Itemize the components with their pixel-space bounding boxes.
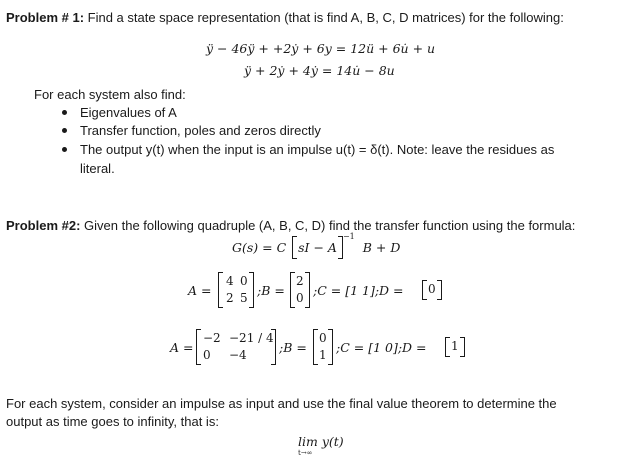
problem1-intro-line xyxy=(6,10,564,26)
matrix-cell: −2 xyxy=(203,331,221,345)
closing-line-1: For each system, consider an impulse as input and use the final value theorem to determine the xyxy=(6,396,557,411)
problem1-intro: Find a state space representation (that is find A, B, C, D matrices) for the following: xyxy=(84,10,564,25)
transfer-function-formula xyxy=(232,232,401,264)
matrix-cell: 1 xyxy=(319,348,327,362)
matrix-cell: 0 xyxy=(319,331,327,345)
system1-matrix-d xyxy=(422,280,442,300)
matrix-cell: 4 xyxy=(226,274,234,288)
problem1-equation-1: ÿ − 46ÿ + +2ẏ + 6y = 12ü + 6u̇ + u xyxy=(206,41,436,56)
system2-a-label: A = xyxy=(170,340,194,355)
formula-inner: sI − A xyxy=(298,240,337,256)
problem1-equation-2: ÿ + 2ẏ + 4ẏ = 14u̇ − 8u xyxy=(244,63,395,78)
problem2-intro-line xyxy=(6,218,575,234)
system1-matrix-a xyxy=(218,272,254,308)
bullet-item: Eigenvalues of A xyxy=(80,105,177,120)
bullet-item: The output y(t) when the input is an impulse u(t) = δ(t). Note: leave the residues as xyxy=(80,142,555,157)
problem1-also-find: For each system also find: xyxy=(34,87,186,102)
matrix-cell: 5 xyxy=(240,291,248,305)
system2-matrix-a xyxy=(196,329,276,365)
matrix-cell: −21 / 4 xyxy=(229,331,274,345)
matrix-cell: 0 xyxy=(296,291,304,305)
system2-matrix-d xyxy=(445,337,465,357)
limit-expression: lim y(t) xyxy=(298,434,344,449)
matrix-cell: 0 xyxy=(240,274,248,288)
system1-c-label: ;C = [1 1];D = xyxy=(313,283,404,298)
bullet-dot xyxy=(62,110,67,115)
bullet-item-continuation: literal. xyxy=(80,161,115,176)
formula-left: G(s) = C xyxy=(232,240,287,256)
bullet-dot xyxy=(62,128,67,133)
system2-b-label: ;B = xyxy=(279,340,307,355)
matrix-cell: −4 xyxy=(229,348,247,362)
system1-matrix-b xyxy=(290,272,310,308)
problem1-heading: Problem # 1: xyxy=(6,10,85,25)
bullet-item: Transfer function, poles and zeros directly xyxy=(80,123,321,138)
formula-bracket-group xyxy=(292,240,343,255)
bullet-dot xyxy=(62,147,67,152)
system1-b-label: ;B = xyxy=(257,283,285,298)
matrix-cell: 1 xyxy=(451,339,459,353)
system1-a-label: A = xyxy=(188,283,212,298)
matrix-cell: 2 xyxy=(226,291,234,305)
formula-exponent: −1 xyxy=(342,232,355,241)
problem2-intro: Given the following quadruple (A, B, C, D) find the transfer function using the formula: xyxy=(80,218,576,233)
system2-c-label: ;C = [1 0];D = xyxy=(336,340,427,355)
system2-matrix-b xyxy=(313,329,333,365)
matrix-cell: 0 xyxy=(203,348,211,362)
closing-line-2: output as time goes to infinity, that is: xyxy=(6,414,219,429)
formula-right: B + D xyxy=(362,240,401,256)
limit-subscript: t→∞ xyxy=(298,449,313,457)
matrix-cell: 2 xyxy=(296,274,304,288)
matrix-cell: 0 xyxy=(428,282,436,296)
problem2-heading: Problem #2: xyxy=(6,218,81,233)
